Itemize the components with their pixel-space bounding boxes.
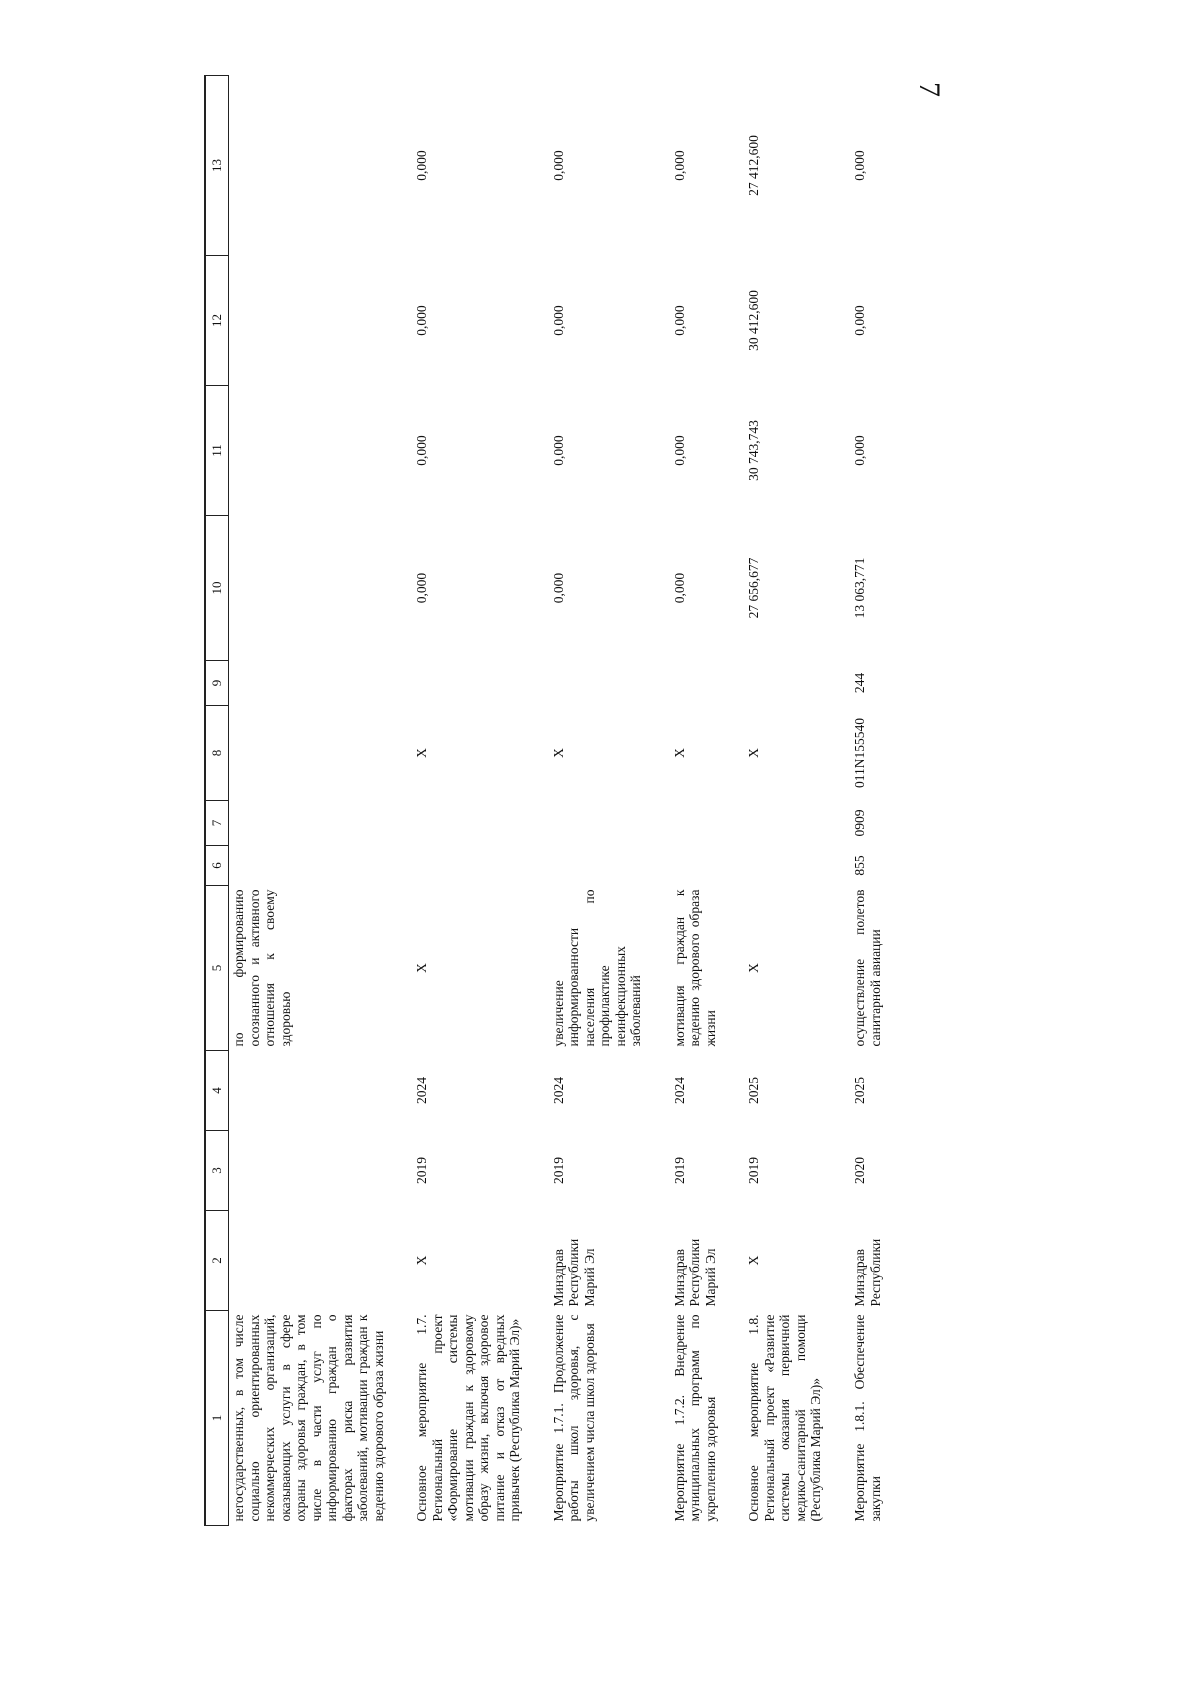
col-header-12: 12	[205, 256, 229, 386]
cell-result: мотивация граждан к ведению здорового образа жизни	[671, 889, 718, 1047]
cell-expense-type	[388, 661, 525, 706]
cell-executor: X	[414, 1255, 430, 1266]
cell-activity: Основное мероприятие 1.8. Региональный проект «Развитие системы оказания первичной медико-санитарной помощи (Республика Марий Эл)»	[746, 1314, 824, 1522]
cell-activity: Мероприятие 1.7.1. Продолжение работы школ здоровья, с увеличением числа школ здоровья	[550, 1314, 597, 1522]
cell-executor: Минздрав Республики Марий Эл	[671, 1238, 718, 1307]
cell-amount-10: 27 656,677	[746, 557, 762, 619]
col-header-13: 13	[205, 76, 229, 256]
cell-grbs	[720, 846, 826, 886]
cell-start-year: 2019	[550, 1157, 566, 1184]
program-table	[204, 75, 885, 1526]
cell-result: по формированию осознанного и активного отношения к своему здоровью	[231, 889, 293, 1047]
cell-end-year: 2025	[851, 1077, 867, 1104]
cell-result: X	[746, 963, 762, 973]
cell-amount-11: 30 743,743	[746, 420, 762, 481]
cell-amount-13: 0,000	[550, 150, 566, 181]
cell-executor	[229, 1211, 389, 1311]
rotated-page-content	[204, 76, 1200, 1522]
cell-target-article: X	[746, 748, 762, 758]
col-header-2: 2	[205, 1211, 229, 1311]
col-header-5: 5	[205, 886, 229, 1051]
cell-activity: Мероприятие 1.7.2. Внедрение муниципальных программ по укреплению здоровья	[671, 1314, 718, 1522]
cell-target-article: X	[550, 748, 566, 758]
cell-result: X	[414, 963, 430, 973]
cell-amount-11: 0,000	[550, 435, 566, 466]
cell-amount-11: 0,000	[671, 435, 687, 466]
cell-expense-type	[646, 661, 721, 706]
table-row	[229, 76, 389, 1526]
cell-amount-10: 0,000	[550, 572, 566, 604]
cell-amount-12: 0,000	[550, 305, 566, 336]
cell-amount-13: 0,000	[851, 150, 867, 181]
table-row	[646, 76, 721, 1526]
cell-amount-11: 0,000	[851, 435, 867, 466]
col-header-3: 3	[205, 1131, 229, 1211]
col-header-9: 9	[205, 661, 229, 706]
col-header-10: 10	[205, 516, 229, 661]
cell-section	[525, 801, 646, 846]
cell-target-article: X	[414, 748, 430, 758]
cell-amount-10	[229, 516, 389, 661]
cell-start-year: 2019	[414, 1157, 430, 1184]
cell-start-year: 2019	[746, 1157, 762, 1184]
cell-amount-11	[229, 386, 389, 516]
cell-start-year: 2019	[671, 1157, 687, 1184]
cell-section	[388, 801, 525, 846]
cell-amount-12: 30 412,600	[746, 290, 762, 351]
cell-section: 0909	[851, 809, 867, 837]
cell-section	[646, 801, 721, 846]
cell-section	[229, 801, 389, 846]
cell-executor: Минздрав Республики	[851, 1238, 883, 1307]
cell-grbs	[646, 846, 721, 886]
cell-amount-12: 0,000	[671, 305, 687, 336]
col-header-7: 7	[205, 801, 229, 846]
cell-grbs: 855	[851, 855, 867, 876]
cell-target-article	[229, 706, 389, 801]
cell-result: увеличение информированности населения по профилактике неинфекционных заболеваний	[550, 889, 644, 1047]
cell-result: осуществление полетов санитарной авиации	[851, 889, 883, 1047]
col-header-6: 6	[205, 846, 229, 886]
cell-target-article: 011N155540	[851, 718, 867, 788]
col-header-8: 8	[205, 706, 229, 801]
cell-amount-12: 0,000	[851, 305, 867, 336]
cell-amount-13	[229, 76, 389, 256]
table-rotator	[204, 76, 1004, 1526]
table-row	[525, 76, 646, 1526]
cell-target-article: X	[671, 748, 687, 758]
cell-activity: негосударственных, в том числе социально ориентированных некоммерческих организаций, оказывающих услуги в сфере охраны здоровья граждан, в том числе в части услуг по информированию граждан о факторах риска развития заболеваний, мотивации граждан к ведению здорового образа жизни	[231, 1314, 386, 1522]
cell-executor: Минздрав Республики Марий Эл	[550, 1238, 597, 1307]
cell-amount-12: 0,000	[414, 305, 430, 336]
cell-expense-type	[525, 661, 646, 706]
cell-amount-12	[229, 256, 389, 386]
table-row	[388, 76, 525, 1526]
col-header-1: 1	[205, 1311, 229, 1526]
cell-amount-13: 0,000	[414, 150, 430, 181]
table-row	[720, 76, 826, 1526]
cell-amount-13: 27 412,600	[746, 135, 762, 196]
cell-section	[720, 801, 826, 846]
cell-end-year: 2024	[550, 1077, 566, 1104]
cell-expense-type	[229, 661, 389, 706]
col-header-11: 11	[205, 386, 229, 516]
cell-activity: Основное мероприятие 1.7. Региональный проект «Формирование системы мотивации граждан к здоровому образу жизни, включая здоровое питание и отказ от вредных привычек (Республика Марий Эл)»	[414, 1314, 523, 1522]
cell-amount-11: 0,000	[414, 435, 430, 466]
cell-grbs	[388, 846, 525, 886]
cell-amount-10: 0,000	[414, 572, 430, 604]
col-header-4: 4	[205, 1051, 229, 1131]
cell-end-year	[229, 1051, 389, 1131]
cell-expense-type: 244	[851, 672, 867, 694]
cell-amount-13: 0,000	[671, 150, 687, 181]
cell-end-year: 2025	[746, 1077, 762, 1104]
cell-start-year	[229, 1131, 389, 1211]
cell-grbs	[229, 846, 389, 886]
cell-activity: Мероприятие 1.8.1. Обеспечение закупки	[851, 1314, 883, 1522]
cell-amount-10: 13 063,771	[851, 557, 867, 619]
header-row	[205, 76, 229, 1526]
cell-end-year: 2024	[671, 1077, 687, 1104]
cell-amount-10: 0,000	[671, 572, 687, 604]
cell-expense-type	[720, 661, 826, 706]
cell-grbs	[525, 846, 646, 886]
cell-end-year: 2024	[414, 1077, 430, 1104]
table-row	[826, 76, 885, 1526]
page-number: 7	[913, 82, 946, 97]
cell-executor: X	[746, 1255, 762, 1266]
cell-start-year: 2020	[851, 1157, 867, 1184]
